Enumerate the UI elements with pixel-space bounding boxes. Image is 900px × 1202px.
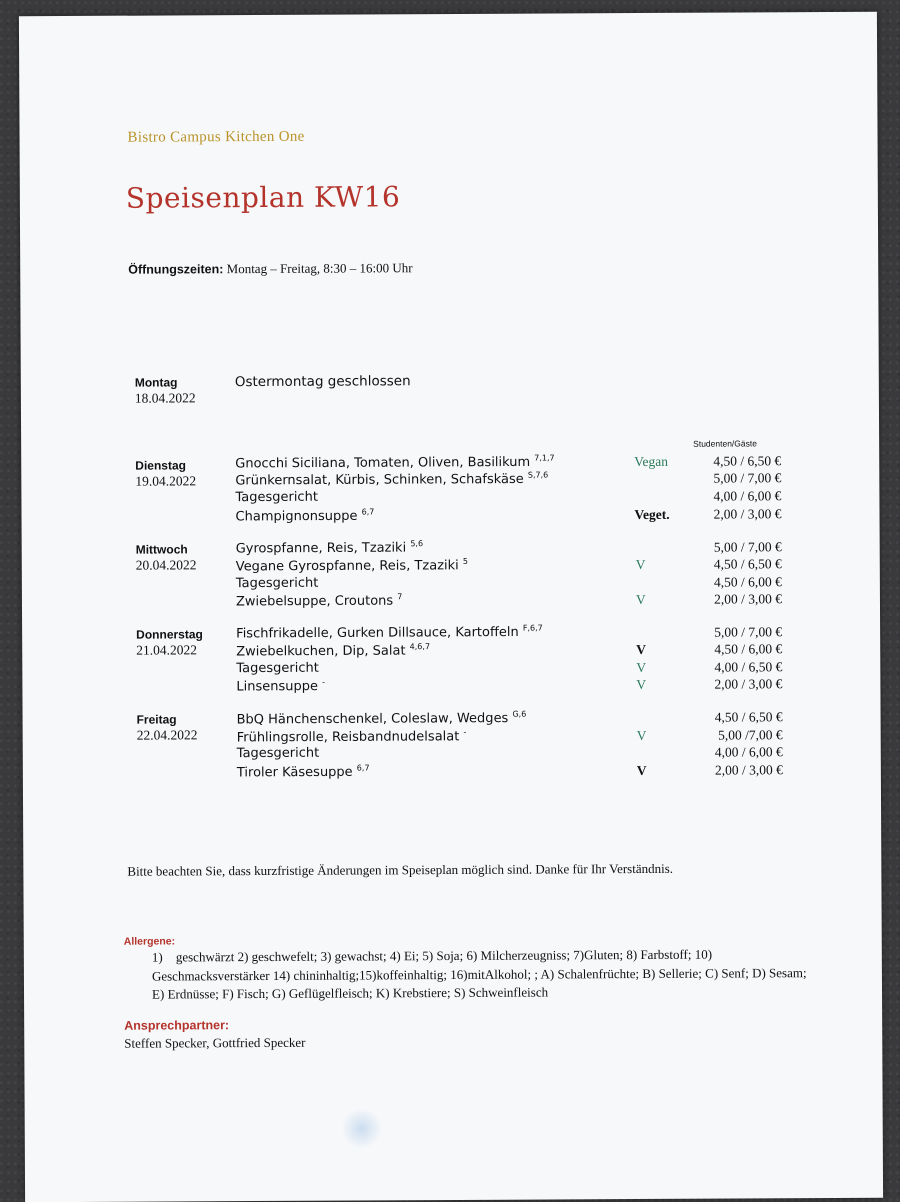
dish-price: 5,00 /7,00 € [718, 727, 783, 743]
allergen-codes: 4,6,7 [409, 642, 431, 652]
diet-tag: V [636, 762, 647, 779]
dish-price: 5,00 / 7,00 € [713, 539, 782, 555]
page-title: Speisenplan KW16 [125, 180, 401, 215]
bistro-name: Bistro Campus Kitchen One [127, 128, 305, 146]
diet-tag: V [635, 556, 646, 573]
day-name-friday: Freitag [136, 712, 177, 727]
dish-name: Tagesgericht [235, 575, 319, 592]
dish-price: 2,00 / 3,00 € [714, 591, 783, 607]
dish-name: Gnocchi Siciliana, Tomaten, Oliven, Basilikum [235, 454, 531, 472]
day-name-monday: Montag [134, 375, 178, 390]
allergen-codes: - [322, 677, 326, 687]
dish-price: 4,50 / 6,50 € [713, 453, 782, 469]
diet-tag: V [635, 591, 646, 608]
diet-tag: V [636, 659, 647, 676]
allergen-codes: 6,7 [361, 507, 375, 517]
allergens-list [152, 945, 812, 1004]
allergen-codes: 5,6 [410, 539, 424, 549]
opening-hours [128, 260, 412, 277]
dish-price: 4,50 / 6,00 € [713, 574, 782, 590]
dish-row [237, 710, 527, 728]
dish-price: 2,00 / 3,00 € [714, 676, 783, 692]
dish-name: Tagesgericht [236, 660, 319, 677]
day-name-tuesday: Dienstag [135, 458, 186, 473]
dish-row [235, 507, 374, 524]
dish-name: Frühlingsrolle, Reisbandnudelsalat [236, 729, 460, 746]
dish-price: 5,00 / 7,00 € [714, 624, 783, 640]
dish-row [235, 453, 555, 471]
dish-row [236, 576, 319, 591]
dish-name: Tiroler Käsesuppe [236, 764, 353, 781]
dish-name: Fischfrikadelle, Gurken Dillsauce, Kartoffeln [236, 624, 519, 642]
contact-heading: Ansprechpartner: [124, 1018, 230, 1033]
dish-row [237, 728, 467, 746]
diet-tag: V [636, 641, 647, 658]
dish-price: 4,50 / 6,50 € [714, 709, 783, 725]
dish-name: Tagesgericht [235, 489, 318, 506]
dish-price: 4,00 / 6,00 € [713, 488, 782, 504]
opening-hours-value: Montag – Freitag, 8:30 – 16:00 Uhr [223, 260, 413, 277]
dish-price: 5,00 / 7,00 € [713, 470, 782, 486]
menu-sheet [19, 12, 883, 1202]
dish-price: 2,00 / 3,00 € [714, 762, 783, 778]
dish-row [236, 624, 543, 642]
dish-row [236, 642, 430, 659]
allergen-codes: 7,1,7 [534, 453, 555, 463]
opening-hours-label: Öffnungszeiten: [128, 262, 224, 277]
day-date-wednesday: 20.04.2022 [135, 557, 197, 573]
allergen-codes: S,7,6 [527, 470, 549, 480]
dish-name: BbQ Hänchenschenkel, Coleslaw, Wedges [236, 711, 509, 728]
dish-price: 4,50 / 6,50 € [713, 556, 782, 572]
dish-name: Gyrospfanne, Reis, Tzaziki [235, 540, 407, 557]
allergens-heading: Allergene: [123, 935, 176, 948]
dish-row [236, 557, 468, 575]
day-date-friday: 22.04.2022 [136, 727, 198, 743]
monday-closed-text: Ostermontag geschlossen [234, 373, 411, 391]
dish-name: Grünkernsalat, Kürbis, Schinken, Schafskäse [235, 471, 524, 489]
dish-row [236, 539, 423, 556]
dish-row [235, 470, 548, 488]
dish-price: 4,50 / 6,00 € [714, 641, 783, 657]
dish-name: Vegane Gyrospfanne, Reis, Tzaziki [235, 558, 459, 575]
allergen-codes: 5 [462, 556, 468, 566]
allergens-text: geschwärzt 2) geschwefelt; 3) gewachst; 4) Ei; 5) Soja; 6) Milcherzeugniss; 7)Gluten; 8) Farbstoff; 10) Geschmacksverstärker 14) chininhaltig;15)koffeinhaltig; 16)mitAlkohol; ; A) Schalenfrüchte; B) Sellerie; C) Senf; D) Sesam; E) Erdnüsse; F) Fisch; G) Geflügelfleisch; K) Krebstiere; S) Schweinfleisch [151, 946, 807, 1002]
dish-name: Zwiebelkuchen, Dip, Salat [236, 643, 406, 660]
contact-names: Steffen Specker, Gottfried Specker [124, 1034, 306, 1051]
dish-price: 4,00 / 6,50 € [714, 659, 783, 675]
allergen-codes: - [463, 727, 467, 737]
allergens-number: 1) [151, 949, 163, 965]
day-name-thursday: Donnerstag [136, 627, 203, 642]
day-date-thursday: 21.04.2022 [136, 642, 198, 658]
dish-row [237, 763, 370, 780]
dish-name: Tagesgericht [236, 745, 320, 762]
dish-name: Linsensuppe [236, 679, 319, 695]
dish-row [236, 592, 403, 609]
price-column-header: Studenten/Gäste [693, 438, 757, 449]
dish-price: 4,00 / 6,00 € [714, 744, 783, 760]
diet-tag: Veget. [634, 506, 670, 523]
day-date-tuesday: 19.04.2022 [135, 473, 197, 489]
allergen-codes: 7 [397, 592, 403, 602]
dish-row [235, 490, 318, 505]
dish-price: 2,00 / 3,00 € [713, 506, 782, 522]
dish-name: Champignonsuppe [235, 508, 358, 525]
diet-tag: V [636, 676, 647, 693]
dish-row [237, 746, 320, 761]
allergen-codes: G,6 [512, 709, 527, 719]
allergen-codes: F,6,7 [522, 623, 543, 633]
allergen-codes: 6,7 [356, 763, 370, 773]
diet-tag: Vegan [634, 453, 669, 470]
change-notice: Bitte beachten Sie, dass kurzfristige Änderungen im Speiseplan möglich sind. Danke für Ihr Verständnis. [127, 860, 674, 879]
day-name-wednesday: Mittwoch [135, 542, 188, 557]
ink-smudge [341, 1108, 383, 1148]
dish-row [236, 678, 325, 695]
diet-tag: V [636, 727, 647, 744]
dish-row [236, 661, 319, 676]
day-date-monday: 18.04.2022 [134, 390, 196, 406]
dish-name: Zwiebelsuppe, Croutons [235, 593, 394, 610]
